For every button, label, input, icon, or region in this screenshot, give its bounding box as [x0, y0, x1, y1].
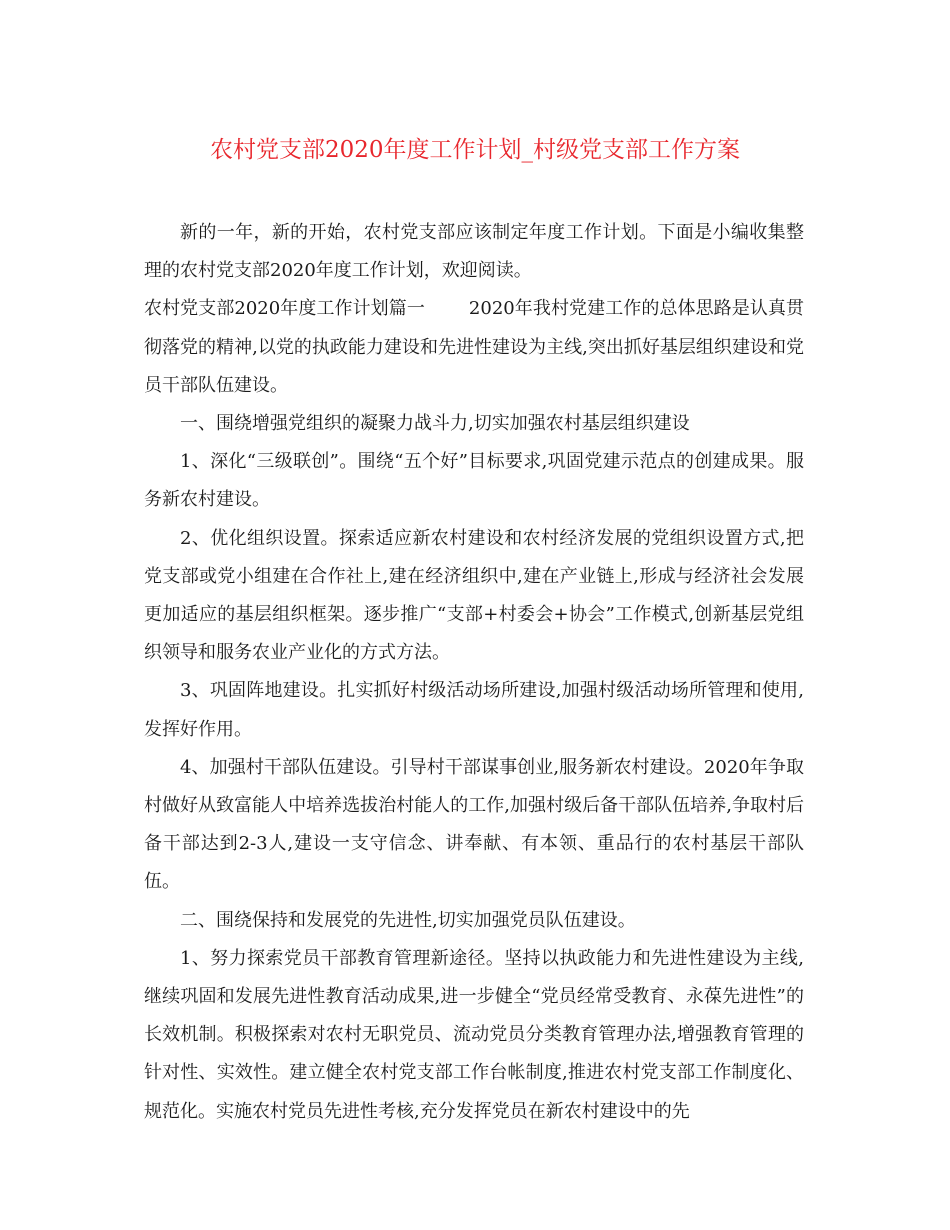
list-item: 1、努力探索党员干部教育管理新途径。坚持以执政能力和先进性建设为主线,继续巩固和发展先进性教育活动成果,进一步健全“党员经常受教育、永葆先进性”的长效机制。积极探索对农村无职党员、流动党员分类教育管理办法,增强教育管理的针对性、实效性。建立健全农村党支部工作台帐制度,推进农村党支部工作制度化、规范化。实施农村党员先进性考核,充分发挥党员在新农村建设中的先 — [144, 947, 804, 1122]
intro-paragraph: 新的一年，新的开始，农村党支部应该制定年度工作计划。下面是小编收集整理的农村党支部2020年度工作计划，欢迎阅读。 — [144, 222, 804, 282]
section-heading-paragraph — [144, 290, 804, 405]
document-body — [144, 214, 804, 1131]
list-item: 4、加强村干部队伍建设。引导村干部谋事创业,服务新农村建设。2020年争取村做好从致富能人中培养选拔治村能人的工作,加强村级后备干部队伍培养,争取村后备干部达到2-3人,建设一支守信念、讲奉献、有本领、重品行的农村基层干部队伍。 — [144, 756, 804, 893]
heading-one: 一、围绕增强党组织的凝聚力战斗力,切实加强农村基层组织建设 — [180, 413, 690, 435]
heading-two: 二、围绕保持和发展党的先进性,切实加强党员队伍建设。 — [180, 909, 636, 931]
section-heading: 农村党支部2020年度工作计划篇一 — [144, 298, 425, 320]
document-title: 农村党支部2020年度工作计划_村级党支部工作方案 — [209, 137, 741, 163]
list-item: 1、深化“三级联创”。围绕“五个好”目标要求,巩固党建示范点的创建成果。服务新农村建设。 — [144, 451, 804, 511]
list-item: 2、优化组织设置。探索适应新农村建设和农村经济发展的党组织设置方式,把党支部或党小组建在合作社上,建在经济组织中,建在产业链上,形成与经济社会发展更加适应的基层组织框架。逐步推广“支部+村委会+协会”工作模式,创新基层党组织领导和服务农业产业化的方式方法。 — [144, 527, 804, 664]
overall-idea-text: 2020年我村党建工作的总体思路是认真贯彻落党的精神,以党的执政能力建设和先进性建设为主线,突出抓好基层组织建设和党员干部队伍建设。 — [144, 298, 804, 396]
list-item: 3、巩固阵地建设。扎实抓好村级活动场所建设,加强村级活动场所管理和使用,发挥好作用。 — [144, 680, 804, 740]
